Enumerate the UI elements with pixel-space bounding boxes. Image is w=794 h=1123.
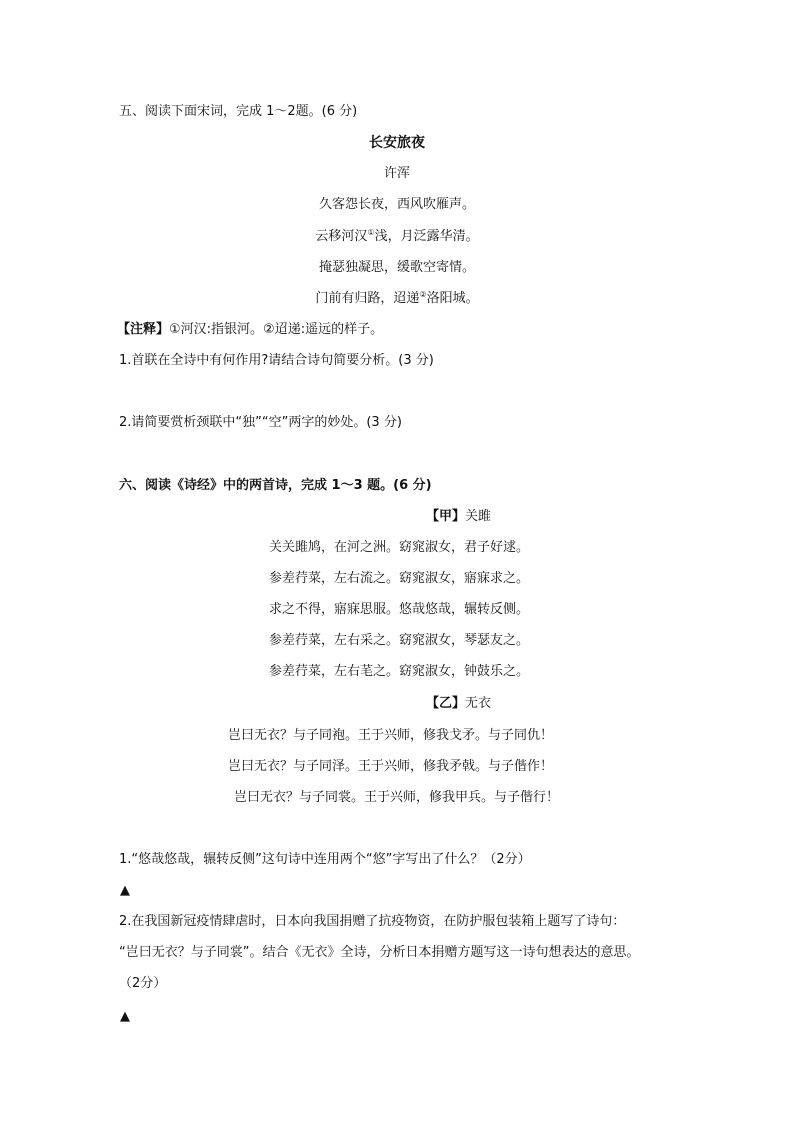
poem-jia-line: 求之不得，寤寐思服。悠哉悠哉，辗转反侧。 xyxy=(269,602,530,617)
poem-jia-line: 参差荇菜，左右芼之。窈窕淑女，钟鼓乐之。 xyxy=(269,664,530,679)
poem-line: 久客怨长夜，西风吹雁声。 xyxy=(318,197,475,212)
poem-line: 云移河汉①浅，月泛露华清。 xyxy=(315,228,479,244)
poem-jia-line: 参差荇菜，左右采之。窈窕淑女，琴瑟友之。 xyxy=(269,633,530,648)
poem-jia-title: 【甲】关雎 xyxy=(426,509,492,524)
poem-yi-line: 岂曰无衣？与子同泽。王于兴师，修我矛戟。与子偕作！ xyxy=(228,759,554,774)
footnote-marker: ① xyxy=(367,228,375,237)
poem-line: 门前有归路，迢递②洛阳城。 xyxy=(315,290,479,306)
poem-title: 长安旅夜 xyxy=(369,135,425,151)
question-2: 2.在我国新冠疫情肆虐时，日本向我国捐赠了抗疫物资，在防护服包装箱上题写了诗句： xyxy=(119,914,626,929)
section6-heading: 六、阅读《诗经》中的两首诗，完成 1～3 题。(6 分) xyxy=(119,478,432,493)
poem-yi-line: 岂曰无衣？与子同袍。王于兴师，修我戈矛。与子同仇！ xyxy=(228,728,554,743)
poem-yi-line: 岂曰无衣？与子同裳。王于兴师，修我甲兵。与子偕行！ xyxy=(234,790,560,805)
poem-author: 许浑 xyxy=(383,166,410,181)
answer-mark: ▲ xyxy=(120,1009,130,1024)
answer-mark: ▲ xyxy=(120,883,130,898)
poem-yi-title: 【乙】无衣 xyxy=(426,696,492,711)
section5-heading: 五、阅读下面宋词，完成 1～2题。(6 分) xyxy=(119,104,358,119)
question-2-cont: “岂曰无衣？与子同裳”。结合《无衣》全诗，分析日本捐赠方题写这一诗句想表达的意思。 xyxy=(119,945,640,960)
poem-jia-line: 参差荇菜，左右流之。窈窕淑女，寤寐求之。 xyxy=(269,571,530,586)
question-1: 1.首联在全诗中有何作用?请结合诗句简要分析。(3 分) xyxy=(119,353,434,368)
question-2-points: （2分） xyxy=(119,976,167,991)
question-2: 2.请简要赏析颈联中“独”“空”两字的妙处。(3 分) xyxy=(119,415,402,430)
footnote-marker: ② xyxy=(419,290,427,299)
annotation: 【注释】①河汉:指银河。②迢递:遥远的样子。 xyxy=(117,322,384,337)
poem-jia-line: 关关雎鸠，在河之洲。窈窕淑女，君子好逑。 xyxy=(269,540,530,555)
question-1: 1.“悠哉悠哉，辗转反侧”这句诗中连用两个“悠”字写出了什么？（2分） xyxy=(119,852,531,867)
poem-line: 掩瑟独凝思，缓歌空寄情。 xyxy=(318,260,475,275)
